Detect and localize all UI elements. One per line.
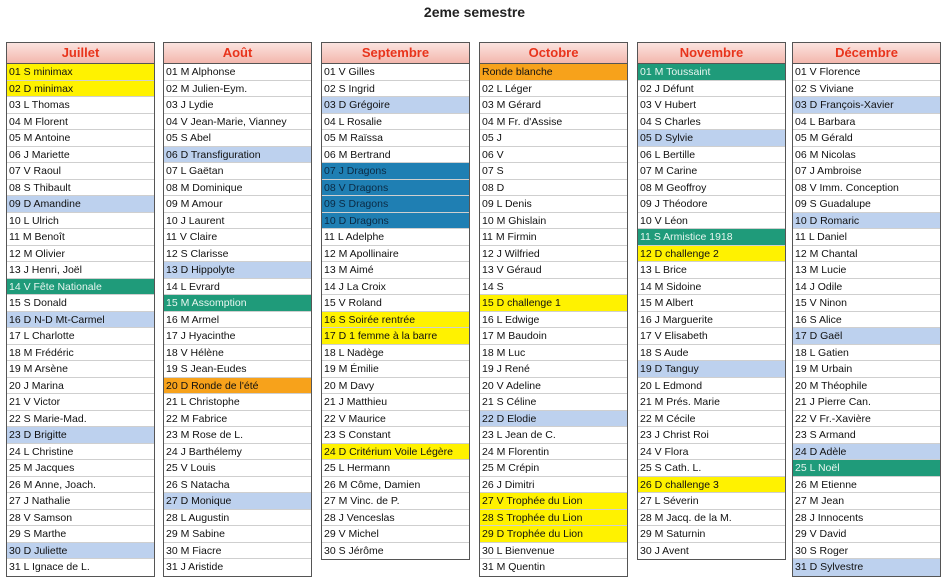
day-row: 18 L Gatien: [793, 345, 940, 362]
month-header: Août: [164, 43, 311, 64]
day-row: 26 D challenge 3: [638, 477, 785, 494]
day-row: 09 M Amour: [164, 196, 311, 213]
day-row: 19 M Émilie: [322, 361, 469, 378]
day-row: 06 L Bertille: [638, 147, 785, 164]
day-row: 22 V Fr.-Xavière: [793, 411, 940, 428]
day-row: 29 S Marthe: [7, 526, 154, 543]
day-row: 25 L Noël: [793, 460, 940, 477]
day-row: 15 V Roland: [322, 295, 469, 312]
day-row: 16 D N-D Mt-Carmel: [7, 312, 154, 329]
day-row: 03 D Grégoire: [322, 97, 469, 114]
day-row: 22 V Maurice: [322, 411, 469, 428]
page-title: 2eme semestre: [423, 4, 526, 20]
day-row: 20 L Edmond: [638, 378, 785, 395]
day-row: 05 M Gérald: [793, 130, 940, 147]
day-row: 14 L Evrard: [164, 279, 311, 296]
day-row: 06 M Nicolas: [793, 147, 940, 164]
day-row: 21 S Céline: [480, 394, 627, 411]
day-row: 19 J René: [480, 361, 627, 378]
day-row: 19 S Jean-Eudes: [164, 361, 311, 378]
day-row: 24 V Flora: [638, 444, 785, 461]
month-header: Juillet: [7, 43, 154, 64]
day-row: 16 M Armel: [164, 312, 311, 329]
day-row: 16 L Edwige: [480, 312, 627, 329]
day-row: 19 D Tanguy: [638, 361, 785, 378]
day-row: 13 V Géraud: [480, 262, 627, 279]
month-column: [479, 42, 628, 577]
day-row: 10 D Romaric: [793, 213, 940, 230]
day-row: 08 M Geoffroy: [638, 180, 785, 197]
day-row: 17 J Hyacinthe: [164, 328, 311, 345]
day-row: 17 L Charlotte: [7, 328, 154, 345]
day-row: 02 S Ingrid: [322, 81, 469, 98]
day-row: 04 V Jean-Marie, Vianney: [164, 114, 311, 131]
day-row: 23 J Christ Roi: [638, 427, 785, 444]
day-row: 13 M Aimé: [322, 262, 469, 279]
day-row: 24 M Florentin: [480, 444, 627, 461]
day-row: 15 M Assomption: [164, 295, 311, 312]
month-header: Octobre: [480, 43, 627, 64]
day-row: 07 M Carine: [638, 163, 785, 180]
day-row: 30 D Juliette: [7, 543, 154, 560]
day-row: 02 D minimax: [7, 81, 154, 98]
day-row: 19 M Arsène: [7, 361, 154, 378]
day-row: 26 M Côme, Damien: [322, 477, 469, 494]
day-row: 07 J Dragons: [322, 163, 469, 180]
day-row: 23 D Brigitte: [7, 427, 154, 444]
day-row: 30 M Fiacre: [164, 543, 311, 560]
day-row: 25 M Jacques: [7, 460, 154, 477]
day-row: 17 D Gaël: [793, 328, 940, 345]
day-row: 26 M Anne, Joach.: [7, 477, 154, 494]
day-row: 20 M Théophile: [793, 378, 940, 395]
month-column: [163, 42, 312, 577]
day-row: 12 S Clarisse: [164, 246, 311, 263]
day-row: 13 M Lucie: [793, 262, 940, 279]
month-header: Novembre: [638, 43, 785, 64]
day-row: 03 L Thomas: [7, 97, 154, 114]
day-row: 31 M Quentin: [482, 561, 546, 573]
day-row: 25 S Cath. L.: [638, 460, 785, 477]
day-row: 24 D Adèle: [793, 444, 940, 461]
day-row: 18 V Hélène: [164, 345, 311, 362]
day-row: 06 J Mariette: [7, 147, 154, 164]
day-row: 03 D François-Xavier: [793, 97, 940, 114]
day-row: 28 S Trophée du Lion: [480, 510, 627, 527]
day-row: 03 M Gérard: [480, 97, 627, 114]
day-row: 10 L Ulrich: [7, 213, 154, 230]
day-row: 31 D Sylvestre: [793, 559, 940, 576]
day-row: 20 M Davy: [322, 378, 469, 395]
day-row: 08 V Imm. Conception: [793, 180, 940, 197]
day-row: 16 J Marguerite: [638, 312, 785, 329]
day-row: 23 M Rose de L.: [164, 427, 311, 444]
day-row: 17 M Baudoin: [480, 328, 627, 345]
day-row: 28 L Augustin: [164, 510, 311, 527]
day-row: 09 S Guadalupe: [793, 196, 940, 213]
day-row: 08 M Dominique: [164, 180, 311, 197]
day-row: 12 D challenge 2: [638, 246, 785, 263]
day-row: 17 D 1 femme à la barre: [322, 328, 469, 345]
day-row: 05 S Abel: [164, 130, 311, 147]
day-row: 02 J Défunt: [638, 81, 785, 98]
day-row: 02 M Julien-Eym.: [164, 81, 311, 98]
day-row: 10 V Léon: [638, 213, 785, 230]
day-row: 30 S Roger: [793, 543, 940, 560]
day-row: 22 M Cécile: [638, 411, 785, 428]
day-row: 17 V Elisabeth: [638, 328, 785, 345]
day-row: 11 L Daniel: [793, 229, 940, 246]
day-row: 16 S Soirée rentrée: [322, 312, 469, 329]
day-row: 07 V Raoul: [7, 163, 154, 180]
month-column: [792, 42, 941, 577]
day-row: 11 L Adelphe: [322, 229, 469, 246]
month-column: [637, 42, 786, 560]
day-row: 14 J La Croix: [322, 279, 469, 296]
day-row: 01 V Gilles: [322, 64, 469, 81]
day-row: 18 M Frédéric: [7, 345, 154, 362]
day-row: 08 S Thibault: [7, 180, 154, 197]
day-row: 29 D Trophée du Lion: [480, 526, 627, 543]
day-row: 11 S Armistice 1918: [638, 229, 785, 246]
day-row: 13 L Brice: [638, 262, 785, 279]
day-row: 15 S Donald: [7, 295, 154, 312]
day-row: 18 S Aude: [638, 345, 785, 362]
day-row: 22 M Fabrice: [164, 411, 311, 428]
day-row: 09 L Denis: [480, 196, 627, 213]
day-row: 21 J Matthieu: [322, 394, 469, 411]
day-row: 09 D Amandine: [7, 196, 154, 213]
day-row: 12 M Olivier: [7, 246, 154, 263]
day-row: 08 D: [480, 180, 627, 197]
day-row: 27 M Vinc. de P.: [322, 493, 469, 510]
day-row: 05 D Sylvie: [638, 130, 785, 147]
day-row: 07 L Gaëtan: [164, 163, 311, 180]
day-row: 04 M Fr. d'Assise: [480, 114, 627, 131]
day-row: 14 J Odile: [793, 279, 940, 296]
day-row: 28 M Jacq. de la M.: [638, 510, 785, 527]
day-row: 01 S minimax: [7, 64, 154, 81]
day-row: 12 M Apollinaire: [322, 246, 469, 263]
day-row: 15 V Ninon: [793, 295, 940, 312]
day-row: 01 M Toussaint: [638, 64, 785, 81]
day-row: 03 J Lydie: [164, 97, 311, 114]
day-row: 02 S Viviane: [793, 81, 940, 98]
day-row: 08 V Dragons: [322, 180, 469, 197]
day-row: 21 M Prés. Marie: [638, 394, 785, 411]
day-row: 13 D Hippolyte: [164, 262, 311, 279]
day-row: 24 J Barthélemy: [164, 444, 311, 461]
day-row: 05 M Raïssa: [322, 130, 469, 147]
day-row: 22 S Marie-Mad.: [7, 411, 154, 428]
day-row: 21 L Christophe: [164, 394, 311, 411]
day-row: 25 L Hermann: [322, 460, 469, 477]
day-row: 25 V Louis: [164, 460, 311, 477]
day-row: 10 M Ghislain: [480, 213, 627, 230]
day-row: 04 L Barbara: [793, 114, 940, 131]
day-row: 02 L Léger: [480, 81, 627, 98]
day-row: 18 M Luc: [480, 345, 627, 362]
day-row: 23 L Jean de C.: [480, 427, 627, 444]
day-row: 04 S Charles: [638, 114, 785, 131]
day-row: 28 J Innocents: [793, 510, 940, 527]
day-row: 13 J Henri, Joël: [7, 262, 154, 279]
day-row: 27 J Nathalie: [7, 493, 154, 510]
day-row: 01 M Alphonse: [164, 64, 311, 81]
day-row: Ronde blanche: [480, 64, 627, 81]
day-row: 21 V Victor: [7, 394, 154, 411]
day-row: 25 M Crépin: [480, 460, 627, 477]
day-row: 27 D Monique: [164, 493, 311, 510]
day-row: 10 J Laurent: [164, 213, 311, 230]
day-row: 30 L Bienvenue: [480, 543, 627, 560]
day-row: 04 L Rosalie: [322, 114, 469, 131]
day-row: 15 M Albert: [638, 295, 785, 312]
day-row: 27 M Jean: [793, 493, 940, 510]
day-row: 14 V Fête Nationale: [7, 279, 154, 296]
day-row: 28 V Samson: [7, 510, 154, 527]
month-header: Décembre: [793, 43, 940, 64]
day-row: 19 M Urbain: [793, 361, 940, 378]
day-row: 20 J Marina: [7, 378, 154, 395]
day-row: 06 M Bertrand: [322, 147, 469, 164]
day-row: 31 J Aristide: [166, 561, 224, 573]
day-row: 30 S Jérôme: [324, 544, 384, 557]
day-row: 26 S Natacha: [164, 477, 311, 494]
month-column: [6, 42, 155, 577]
day-row: 04 M Florent: [7, 114, 154, 131]
day-row: 29 M Sabine: [164, 526, 311, 543]
day-row: 09 J Théodore: [638, 196, 785, 213]
day-row: 28 J Venceslas: [322, 510, 469, 527]
day-row: 12 J Wilfried: [480, 246, 627, 263]
day-row: 27 V Trophée du Lion: [480, 493, 627, 510]
day-row: 29 V David: [793, 526, 940, 543]
day-row: 07 S: [480, 163, 627, 180]
month-header: Septembre: [322, 43, 469, 64]
day-row: 20 D Ronde de l'été: [164, 378, 311, 395]
day-row: 22 D Elodie: [480, 411, 627, 428]
day-row: 16 S Alice: [793, 312, 940, 329]
day-row: 14 M Sidoine: [638, 279, 785, 296]
day-row: 18 L Nadège: [322, 345, 469, 362]
month-column: [321, 42, 470, 560]
day-row: 06 V: [480, 147, 627, 164]
day-row: 15 D challenge 1: [480, 295, 627, 312]
day-row: 11 M Benoît: [7, 229, 154, 246]
day-row: 29 M Saturnin: [638, 526, 785, 543]
day-row: 26 M Etienne: [793, 477, 940, 494]
day-row: 31 L Ignace de L.: [9, 561, 90, 573]
day-row: 29 V Michel: [322, 526, 469, 543]
day-row: 27 L Séverin: [638, 493, 785, 510]
day-row: 09 S Dragons: [322, 196, 469, 213]
day-row: 23 S Constant: [322, 427, 469, 444]
day-row: 24 D Critérium Voile Légère: [322, 444, 469, 461]
day-row: 05 J: [480, 130, 627, 147]
day-row: 05 M Antoine: [7, 130, 154, 147]
day-row: 01 V Florence: [793, 64, 940, 81]
day-row: 07 J Ambroise: [793, 163, 940, 180]
day-row: 21 J Pierre Can.: [793, 394, 940, 411]
day-row: 24 L Christine: [7, 444, 154, 461]
day-row: 06 D Transfiguration: [164, 147, 311, 164]
day-row: 23 S Armand: [793, 427, 940, 444]
day-row: 10 D Dragons: [322, 213, 469, 230]
day-row: 12 M Chantal: [793, 246, 940, 263]
day-row: 03 V Hubert: [638, 97, 785, 114]
day-row: 30 J Avent: [640, 544, 689, 557]
day-row: 11 M Firmin: [480, 229, 627, 246]
day-row: 20 V Adeline: [480, 378, 627, 395]
day-row: 11 V Claire: [164, 229, 311, 246]
day-row: 14 S: [480, 279, 627, 296]
day-row: 26 J Dimitri: [480, 477, 627, 494]
